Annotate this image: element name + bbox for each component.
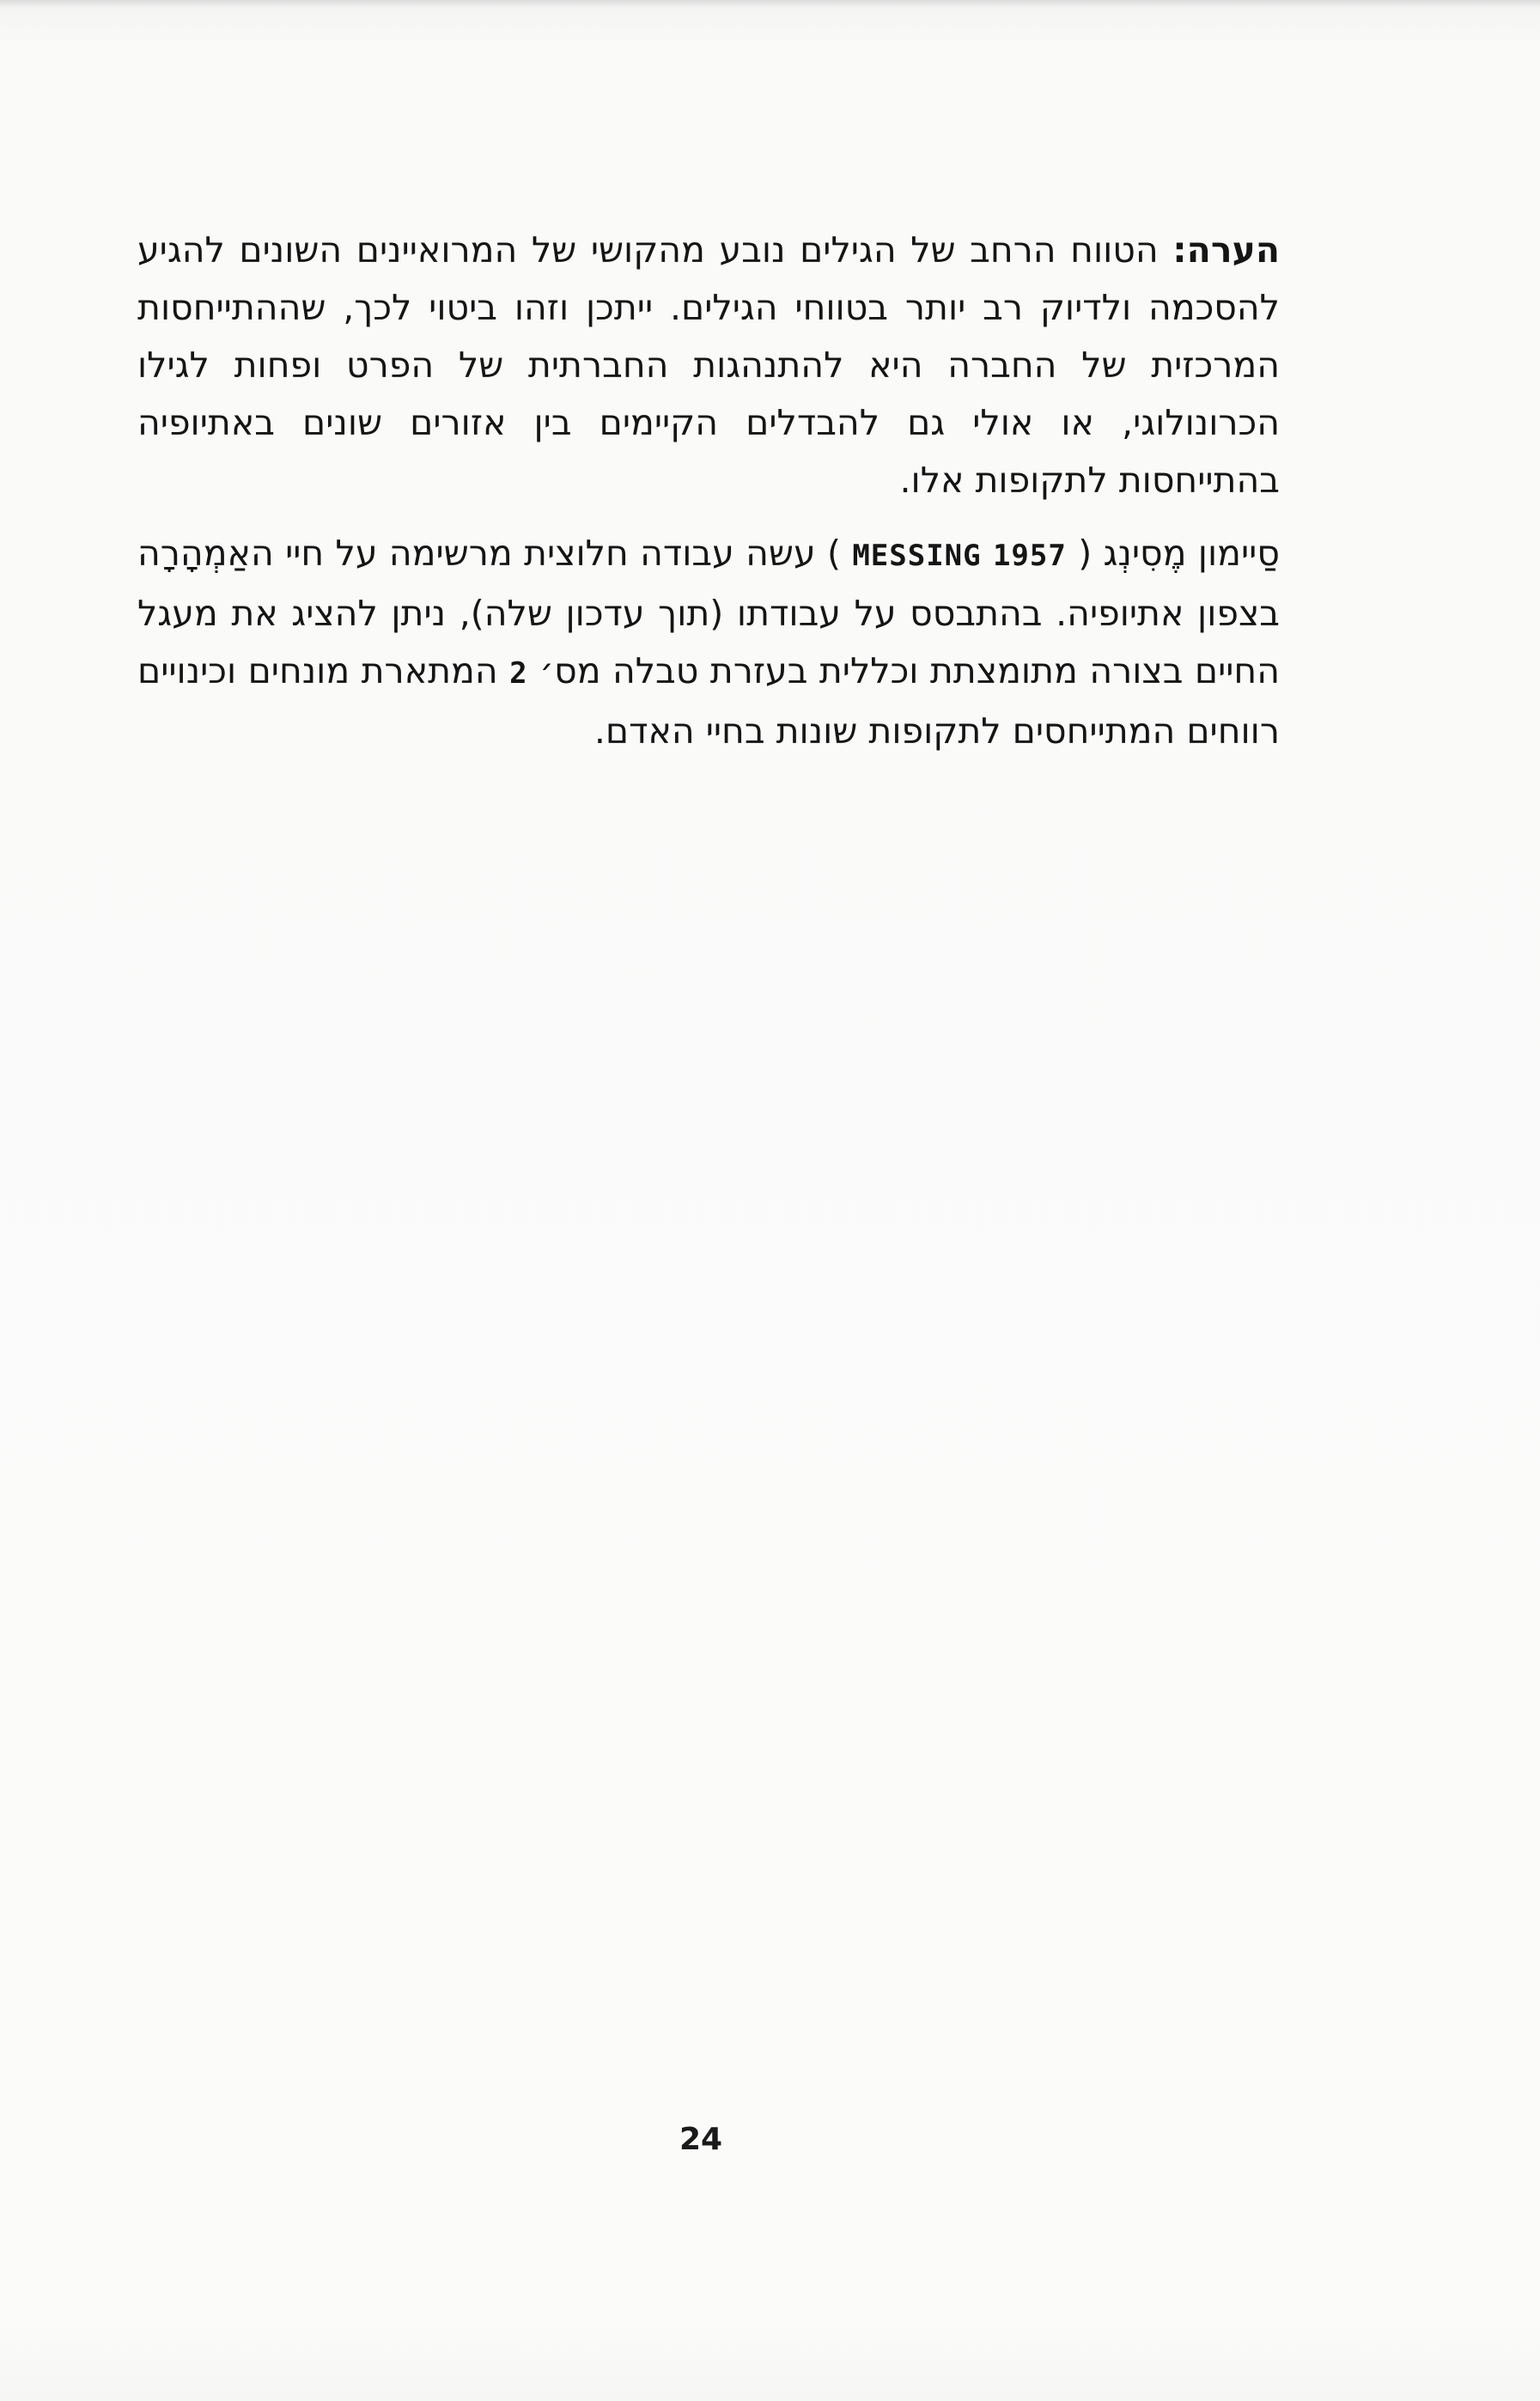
messing-paragraph <box>137 525 1280 760</box>
body-text <box>137 222 1280 760</box>
citation-year: 1957 <box>992 539 1067 573</box>
note-text: הטווח הרחב של הגילים נובע מהקושי של המרואיינים השונים להגיע להסכמה ולדיוק רב יותר בטווחי הגילים. ייתכן וזהו ביטוי לכך, שההתייחסות המרכזית של החברה היא להתנהגות החברתית של הפרט ופחות לגילו הכרונולוגי, או אולי גם להבדלים הקיימים בין אזורים שונים באתיופיה בהתייחסות לתקופות אלו. <box>137 229 1280 501</box>
note-label: הערה: <box>1172 229 1280 271</box>
paragraph-text-2: המתארת מונחים וכינויים רווחים המתייחסים לתקופות שונות בחיי האדם. <box>137 650 1280 752</box>
note-paragraph <box>137 222 1280 509</box>
citation: ( MESSING 1957 ) <box>826 533 1093 574</box>
citation-author: MESSING <box>852 539 982 573</box>
table-number: 2 <box>509 656 528 691</box>
scan-top-edge <box>0 0 1540 9</box>
page-number: 24 <box>679 2122 723 2157</box>
author-name: סַיימון מֶסִינְג <box>1103 533 1280 574</box>
paragraph-text-1: עשה עבודה חלוצית מרשימה על חיי האַמְהָרָה בצפון אתיופיה. בהתבסס על עבודתו (תוך עדכון שלה), ניתן להציג את מעגל החיים בצורה מתומצתת וכללית בעזרת טבלה מס׳ <box>137 533 1280 692</box>
